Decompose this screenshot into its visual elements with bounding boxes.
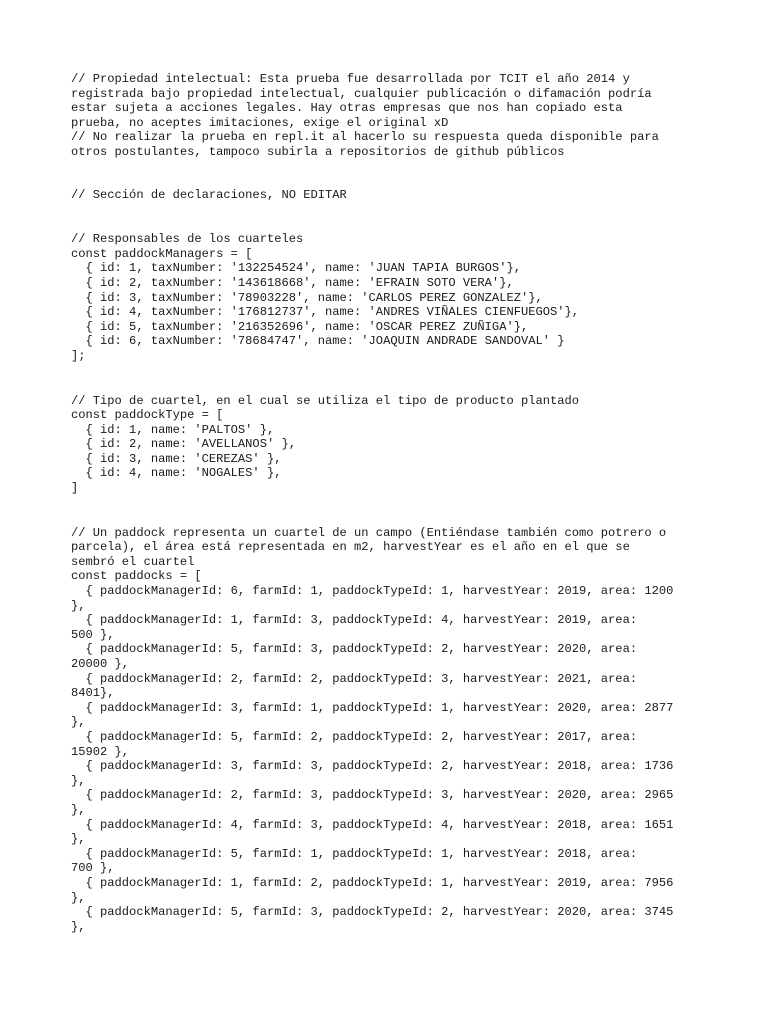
section-spacer: [71, 496, 711, 526]
document-body: [71, 72, 711, 934]
code-line: },: [71, 919, 86, 934]
code-line: },: [71, 802, 86, 817]
code-line: const paddockManagers = [: [71, 246, 253, 261]
code-line: 500 },: [71, 627, 115, 642]
declarations-heading: [71, 188, 711, 203]
code-line: { id: 3, name: 'CEREZAS' },: [71, 451, 282, 466]
code-line: { paddockManagerId: 5, farmId: 3, paddockTypeId: 2, harvestYear: 2020, area: 3745: [71, 905, 674, 920]
code-line: // Responsables de los cuarteles: [71, 232, 304, 247]
code-line: otros postulantes, tampoco subirla a repositorios de github públicos: [71, 144, 565, 159]
code-line: // Tipo de cuartel, en el cual se utiliza el tipo de producto plantado: [71, 393, 580, 408]
code-line: 8401},: [71, 686, 115, 701]
code-line: { paddockManagerId: 2, farmId: 2, paddockTypeId: 3, harvestYear: 2021, area:: [71, 671, 638, 686]
code-line: },: [71, 890, 86, 905]
code-line: // Un paddock representa un cuartel de un campo (Entiéndase también como potrero o: [71, 525, 667, 540]
paddock-type-block: [71, 394, 711, 496]
code-line: },: [71, 715, 86, 730]
code-line: { paddockManagerId: 3, farmId: 1, paddockTypeId: 1, harvestYear: 2020, area: 2877: [71, 700, 674, 715]
code-line: },: [71, 773, 86, 788]
document-page: [71, 72, 711, 934]
code-line: // Propiedad intelectual: Esta prueba fue desarrollada por TCIT el año 2014 y: [71, 72, 630, 86]
code-line: ];: [71, 348, 86, 363]
code-line: { id: 5, taxNumber: '216352696', name: 'OSCAR PEREZ ZUÑIGA'},: [71, 319, 529, 334]
code-line: { id: 3, taxNumber: '78903228', name: 'CARLOS PEREZ GONZALEZ'},: [71, 290, 543, 305]
code-line: const paddocks = [: [71, 569, 202, 584]
code-line: { paddockManagerId: 1, farmId: 3, paddockTypeId: 4, harvestYear: 2019, area:: [71, 613, 638, 628]
code-line: { paddockManagerId: 6, farmId: 1, paddockTypeId: 1, harvestYear: 2019, area: 1200: [71, 584, 674, 599]
code-line: sembró el cuartel: [71, 554, 195, 569]
code-line: { id: 4, name: 'NOGALES' },: [71, 466, 282, 481]
code-line: { id: 2, name: 'AVELLANOS' },: [71, 437, 296, 452]
section-spacer: [71, 364, 711, 394]
code-line: { paddockManagerId: 1, farmId: 2, paddockTypeId: 1, harvestYear: 2019, area: 7956: [71, 875, 674, 890]
code-line: // No realizar la prueba en repl.it al hacerlo su respuesta queda disponible para: [71, 130, 659, 145]
code-line: 20000 },: [71, 657, 130, 671]
intellectual-property-notice: [71, 72, 711, 160]
code-line: { paddockManagerId: 4, farmId: 3, paddockTypeId: 4, harvestYear: 2018, area: 1651: [71, 817, 674, 832]
code-line: { id: 1, name: 'PALTOS' },: [71, 422, 275, 437]
code-line: },: [71, 598, 86, 613]
code-line: { paddockManagerId: 5, farmId: 1, paddockTypeId: 1, harvestYear: 2018, area:: [71, 846, 638, 861]
code-line: { paddockManagerId: 5, farmId: 3, paddockTypeId: 2, harvestYear: 2020, area:: [71, 642, 638, 657]
code-line: estar sujeta a acciones legales. Hay otras empresas que nos han copiado esta: [71, 101, 623, 116]
code-line: { id: 6, taxNumber: '78684747', name: 'JOAQUIN ANDRADE SANDOVAL' }: [71, 334, 565, 349]
code-line: { paddockManagerId: 3, farmId: 3, paddockTypeId: 2, harvestYear: 2018, area: 1736: [71, 759, 674, 774]
code-line: { id: 1, taxNumber: '132254524', name: 'JUAN TAPIA BURGOS'},: [71, 261, 521, 276]
code-line: ]: [71, 481, 79, 496]
code-line: parcela), el área está representada en m2, harvestYear es el año en el que se: [71, 540, 630, 555]
code-line: 700 },: [71, 861, 115, 876]
code-line: // Sección de declaraciones, NO EDITAR: [71, 187, 347, 202]
code-line: { id: 2, taxNumber: '143618668', name: 'EFRAIN SOTO VERA'},: [71, 275, 514, 290]
code-line: },: [71, 832, 86, 847]
paddock-managers-block: [71, 232, 711, 363]
code-line: registrada bajo propiedad intelectual, cualquier publicación o difamación podría: [71, 86, 652, 101]
code-line: { paddockManagerId: 5, farmId: 2, paddockTypeId: 2, harvestYear: 2017, area:: [71, 729, 638, 744]
paddocks-block: [71, 526, 711, 935]
code-line: { paddockManagerId: 2, farmId: 3, paddockTypeId: 3, harvestYear: 2020, area: 2965: [71, 788, 674, 803]
code-line: prueba, no aceptes imitaciones, exige el original xD: [71, 115, 449, 130]
code-line: const paddockType = [: [71, 408, 224, 423]
code-line: { id: 4, taxNumber: '176812737', name: 'ANDRES VIÑALES CIENFUEGOS'},: [71, 305, 580, 320]
section-spacer: [71, 202, 711, 232]
code-line: 15902 },: [71, 744, 130, 759]
section-spacer: [71, 160, 711, 188]
